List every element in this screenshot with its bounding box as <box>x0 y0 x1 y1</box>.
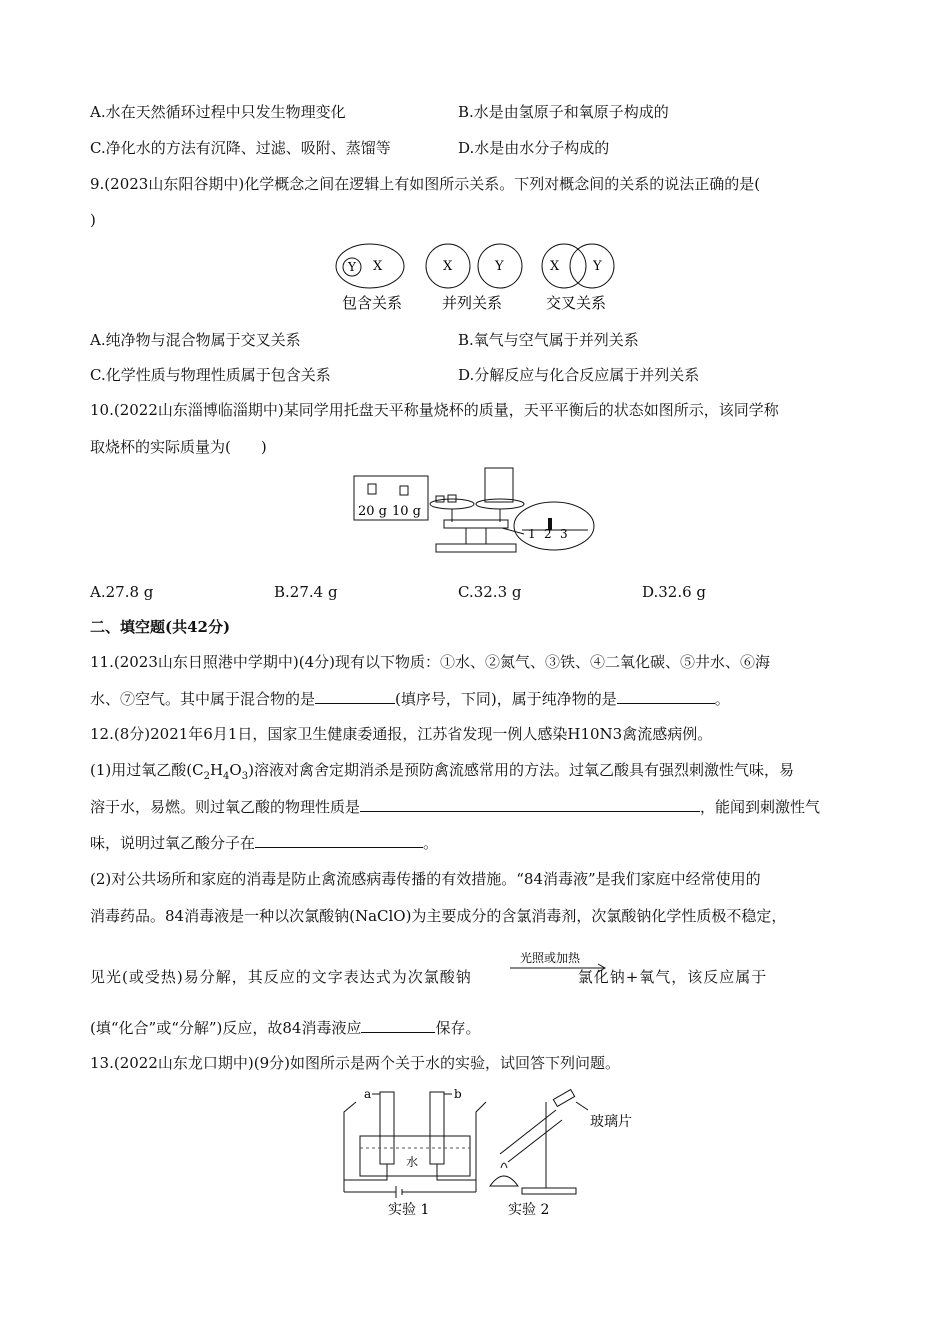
q12-p1-text-b: )溶液对禽舍定期消杀是预防禽流感常用的方法。过氧乙酸具有强烈刺激性气味，易 <box>248 761 794 779</box>
q12-p1-text-a: (1)用过氧乙酸(C <box>90 761 204 779</box>
alcohol-lamp <box>490 1176 518 1186</box>
q12-blank-storage[interactable] <box>361 1018 435 1033</box>
q12-p2-line3 <box>90 967 767 987</box>
q12-p2-line3-text-b: 氯化钠+氧气，该反应属于 <box>577 968 768 986</box>
q11-blank-pure[interactable] <box>617 689 715 704</box>
glass-leader <box>576 1102 588 1110</box>
q12-p1-line3-text-b: 。 <box>423 834 439 852</box>
containment-outer-circle <box>336 244 404 288</box>
beaker-icon <box>485 468 513 502</box>
left-pan <box>430 499 474 509</box>
q8-option-d: D.水是由水分子构成的 <box>458 139 610 157</box>
test-tube-top <box>500 1110 556 1154</box>
q12-p2-line4-text-b: 保存。 <box>435 1019 481 1037</box>
q8-option-b: B.水是由氢原子和氧原子构成的 <box>458 103 669 121</box>
scale-label-3: 3 <box>560 527 568 541</box>
section2-title: 二、填空题(共42分) <box>90 618 231 636</box>
tube-a <box>380 1092 394 1164</box>
q11-line2 <box>90 689 730 709</box>
parallel-x-letter: X <box>443 259 453 274</box>
formula-sub-o: 3 <box>241 771 249 782</box>
q9-option-c: C.化学性质与物理性质属于包含关系 <box>90 366 331 384</box>
q8-option-c: C.净化水的方法有沉降、过滤、吸附、蒸馏等 <box>90 139 391 157</box>
q10-stem-line1: 10.(2022山东淄博临淄期中)某同学用托盘天平称量烧杯的质量，天平平衡后的状态如图所示，该同学称 <box>90 401 779 419</box>
scale-zoom-circle <box>514 502 594 550</box>
intersect-circle-y <box>570 244 614 288</box>
q12-p1-line2 <box>90 797 820 817</box>
q12-p1-line2-text-a: 溶于水，易燃。则过氧乙酸的物理性质是 <box>90 798 361 816</box>
tube-label-b: b <box>454 1087 462 1101</box>
glass-plate <box>553 1090 574 1107</box>
intersect-y-letter: Y <box>593 259 602 274</box>
label-intersect: 交叉关系 <box>546 294 607 312</box>
weight-20g-icon <box>368 484 376 494</box>
q10-option-b: B.27.4 g <box>274 583 338 601</box>
iron-stand-base <box>522 1188 576 1194</box>
right-pan <box>476 499 524 509</box>
q11-line1: 11.(2023山东日照港中学期中)(4分)现有以下物质：①水、②氮气、③铁、④二氧化碳、⑤井水、⑥海 <box>90 653 770 671</box>
q12-p1-line3-text-a: 味，说明过氧乙酸分子在 <box>90 834 256 852</box>
scale-label-2: 2 <box>544 527 552 541</box>
weight-10g-icon <box>400 486 408 495</box>
containment-x-letter: X <box>373 259 383 274</box>
q11-text-b: (填序号，下同)，属于纯净物的是 <box>395 690 617 708</box>
weight-20g-label: 20 g <box>358 504 387 519</box>
parallel-y-letter: Y <box>495 259 504 274</box>
q12-p2-line1: (2)对公共场所和家庭的消毒是防止禽流感病毒传播的有效措施。“84消毒液”是我们家庭中经常使用的 <box>90 870 761 888</box>
q9-option-d: D.分解反应与化合反应属于并列关系 <box>458 366 700 384</box>
q12-p2-line2: 消毒药品。84消毒液是一种以次氯酸钠(NaClO)为主要成分的含氯消毒剂，次氯酸钠化学性质极不稳定， <box>90 907 787 925</box>
intersect-x-letter: X <box>550 259 560 274</box>
q12-p1-line2-text-b: ，能闻到刺激性气 <box>700 798 821 816</box>
q9-option-a: A.纯净物与混合物属于交叉关系 <box>90 331 301 349</box>
label-parallel: 并列关系 <box>442 294 503 312</box>
exp1-label: 实验 1 <box>388 1202 430 1218</box>
q12-p2-line3-text-a: 见光(或受热)易分解，其反应的文字表达式为次氯酸钠 <box>90 968 472 986</box>
q9-concept-diagram <box>330 240 620 318</box>
tube-label-a: a <box>364 1087 372 1101</box>
water-label: 水 <box>406 1155 419 1169</box>
exp2-label: 实验 2 <box>508 1202 550 1218</box>
q12-p1-line3 <box>90 833 438 853</box>
q12-p2-line4-text-a: (填“化合”或“分解”)反应，故84消毒液应 <box>90 1019 362 1037</box>
reaction-arrow <box>508 950 612 978</box>
glass-label: 玻璃片 <box>590 1114 632 1130</box>
intersect-circle-x <box>542 244 586 288</box>
containment-y-letter: Y <box>348 260 356 274</box>
q8-option-a: A.水在天然循环过程中只发生物理变化 <box>90 103 346 121</box>
q13-experiment-figure <box>336 1082 636 1222</box>
q9-stem-end: ) <box>90 211 96 229</box>
q10-stem-line2: 取烧杯的实际质量为( ) <box>90 438 267 456</box>
q12-p1-line1 <box>90 760 794 787</box>
flame-icon <box>501 1163 507 1168</box>
q9-stem: 9.(2023山东阳谷期中)化学概念之间在逻辑上有如图所示关系。下列对概念间的关系的说法正确的是( <box>90 175 761 193</box>
q11-blank-mixture[interactable] <box>315 689 395 704</box>
weight-10g-label: 10 g <box>392 504 421 519</box>
q10-balance-figure <box>352 462 600 564</box>
q11-text-c: 。 <box>714 690 730 708</box>
pointer-line <box>502 528 524 534</box>
q10-option-c: C.32.3 g <box>458 583 522 601</box>
reaction-condition: 光照或加热 <box>519 951 581 965</box>
label-containment: 包含关系 <box>342 294 403 312</box>
q11-text-a: 水、⑦空气。其中属于混合物的是 <box>90 690 316 708</box>
q12-intro: 12.(8分)2021年6月1日，国家卫生健康委通报，江苏省发现一例人感染H10N3禽流感病例。 <box>90 725 713 743</box>
formula-h: H <box>209 761 224 779</box>
q12-p2-line4 <box>90 1018 480 1038</box>
formula-sub-h: 4 <box>223 771 230 782</box>
q12-blank-molecule-motion[interactable] <box>255 833 423 848</box>
q9-option-b: B.氧气与空气属于并列关系 <box>458 331 639 349</box>
beam <box>444 520 508 528</box>
tube-b <box>430 1092 444 1164</box>
q10-option-a: A.27.8 g <box>90 583 154 601</box>
formula-sub-c: 2 <box>203 771 210 782</box>
wire-left <box>344 1102 387 1180</box>
base <box>436 544 516 552</box>
q10-option-d: D.32.6 g <box>642 583 707 601</box>
formula-o: O <box>229 761 242 779</box>
q13-stem: 13.(2022山东龙口期中)(9分)如图所示是两个关于水的实验，试回答下列问题。 <box>90 1054 620 1072</box>
pillar <box>466 528 486 544</box>
q12-blank-physical-property[interactable] <box>360 797 700 812</box>
scale-label-1: 1 <box>528 527 536 541</box>
